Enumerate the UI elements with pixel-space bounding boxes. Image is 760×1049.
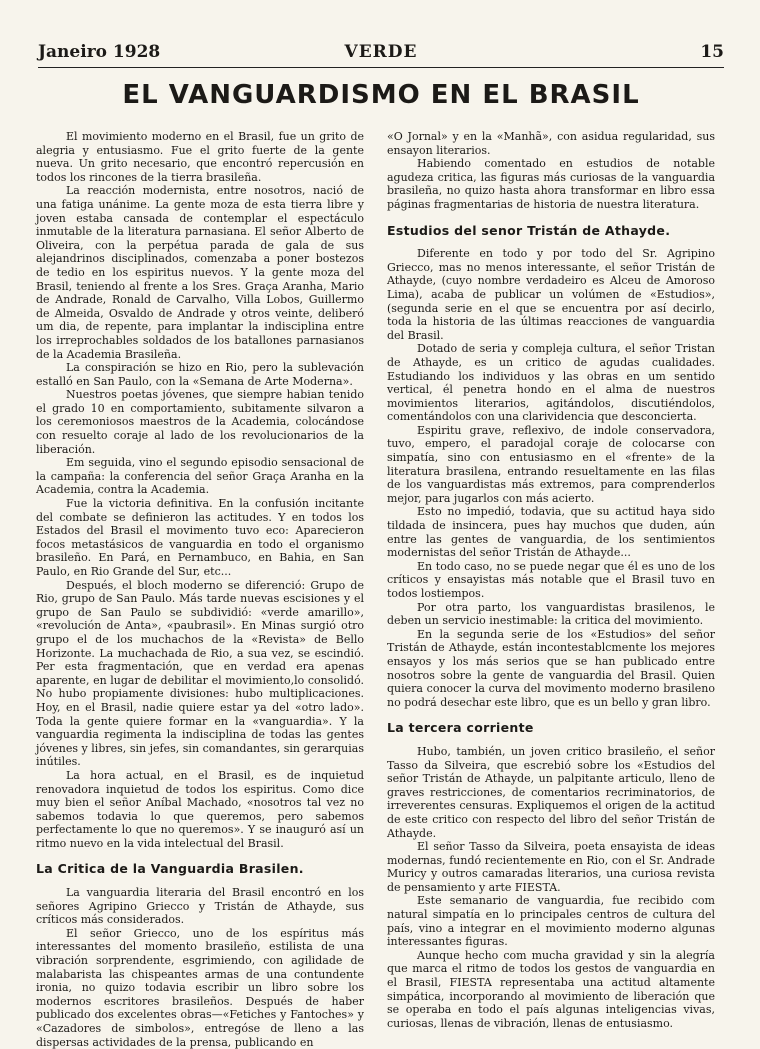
paragraph: El señor Tasso da Silveira, poeta ensayista de ideas modernas, fundó recientemente en Rio, con el Sr. Andrade Muricy y outros camaradas literarios, una curiosa revista de pensamiento y arte FIESTA. xyxy=(387,840,715,894)
paragraph: Em seguida, vino el segundo episodio sensacional de la campaña: la conferencia del señor Graça Aranha en la Academia, contra la Academia. xyxy=(36,456,364,497)
paragraph: Este semanario de vanguardia, fue recibido com natural simpatía en lo principales centros de cultura del país, vino a integrar en el movimiento moderno algunas interessantes figuras. xyxy=(387,894,715,949)
paragraph: La reacción modernista, entre nosotros, nació de una fatiga unánime. La gente moza de esta tierra libre y joven estaba cansada de contemplar el espectáculo inmutable de la literatura parnasiana. El señor Alberto de Oliveira, con la perpétua parada de gala de sus alejandrinos disciplinados, comenzaba a poner bostezos de tedio en los espiritus nuevos. Y la gente moza del Brasil, teniendo al frente a los Sres. Graça Aranha, Mario de Andrade, Ronald de Carvalho, Villa Lobos, Guillermo de Almeida, Osvaldo de Andrade y otros veinte, deliberó um dia, de repente, para implantar la indisciplina entre los irreprochables soldados de los batallones parnasianos de la Academia Brasileña. xyxy=(36,184,364,361)
right-column xyxy=(387,130,715,1030)
left-column xyxy=(36,130,364,1049)
paragraph: Hubo, también, un joven critico brasileño, el señor Tasso da Silveira, que escrebió sobre los «Estudios del señor Tristán de Athayde, un palpitante articulo, lleno de graves restricciones, de comentarios recriminatorios, de irreverentes censuras. Expliquemos el origen de la actitud de este critico con respecto del libro del señor Tristán de Athayde. xyxy=(387,744,715,840)
paragraph: En todo caso, no se puede negar que él es uno de los críticos y ensayistas más notable que el Brasil tuvo en todos lostiempos. xyxy=(387,559,715,600)
page-number: 15 xyxy=(700,42,724,62)
issue-date: Janeiro 1928 xyxy=(38,42,161,62)
paragraph: El señor Griecco, uno de los espíritus más interessantes del momento brasileño, estilista de una vibración sorprendente, esgrimiendo, con agilidade de malabarista las chispeantes armas de una contundente ironia, no quizo todavia escribir un libro sobre los modernos escritores brasileños. Después de haber publicado dos excelentes obras—«Fetiches y Fantoches» y «Cazadores de simbolos», entregóse de lleno a las dispersas actividades de la prensa, publicando en xyxy=(36,926,364,1049)
paragraph: El movimiento moderno en el Brasil, fue un grito de alegria y entusiasmo. Fue el grito fuerte de la gente nueva. Un grito necesario, que encontró repercusión en todos los rincones de la tierra brasileña. xyxy=(36,130,364,184)
article-title: EL VANGUARDISMO EN EL BRASIL xyxy=(122,80,640,110)
paragraph: Habiendo comentado en estudios de notable agudeza critica, las figuras más curiosas de la vanguardia brasileña, no quizo hasta ahora transformar en libro essa páginas fragmentarias de historia de nuestra literatura. xyxy=(387,157,715,211)
paragraph: Dotado de seria y compleja cultura, el señor Tristan de Athayde, es un critico de agudas cualidades. Estudiando los individuos y las obras en um sentido vertical, él penetra hondo en el alma de nuestros movimientos literarios, agitándolos, discutiéndolos, comentándolos con una clarividencia que desconcierta. xyxy=(387,342,715,424)
paragraph: En la segunda serie de los «Estudios» del señor Tristán de Athayde, están incontestablcmente los mejores ensayos y los más serios que se han publicado entre nosotros sobre la gente de vanguardia del Brasil. Quien quiera conocer la curva del movimento moderno brasileno no podrá desechar este libro, que es un bello y gran libro. xyxy=(387,627,715,709)
paragraph: Esto no impedió, todavia, que su actitud haya sido tildada de insincera, pues hay muchos que duden, aún entre las gentes de vanguardia, de los sentimientos modernistas del señor Tristán de Athayde... xyxy=(387,505,715,560)
paragraph: La hora actual, en el Brasil, es de inquietud renovadora inquietud de todos los espiritus. Como dice muy bien el señor Aníbal Machado, «nosotros tal vez no sabemos todavia lo que queremos, pero sabemos perfectamente lo que no queremos». Y se inauguró así un ritmo nuevo en la vida intelectual del Brasil. xyxy=(36,768,364,850)
paragraph: Nuestros poetas jóvenes, que siempre habian tenido el grado 10 en comportamiento, subitamente silvaron a los ceremoniosos maestros de la Academia, colocándose con resuelto coraje al lado de los revolucionarios de la liberación. xyxy=(36,388,364,456)
section-heading-tercera: La tercera corriente xyxy=(387,720,534,736)
section-heading-critica: La Critica de la Vanguardia Brasilen. xyxy=(36,861,304,877)
page-header xyxy=(38,42,724,66)
paragraph: Después, el bloch moderno se diferenció: Grupo de Rio, grupo de San Paulo. Más tarde nuevas escisiones y el grupo de San Paulo se subdividió: «verde amarillo», «revolución de Anta», «paubrasil». En Minas surgió otro grupo el de los muchachos de la «Revista» de Bello Horizonte. La muchachada de Rio, a sua vez, se escindió. Per esta fragmentación, que en verdad era apenas aparente, en lugar de debilitar el movimiento,lo consolidó. No hubo propiamente divisiones: hubo multiplicaciones. Hoy, en el Brasil, nadie quiere estar ya del «otro lado». Toda la gente quiere formar en la «vanguardia». Y la vanguardia regimenta la indisciplina de todas las gentes jóvenes y libres, sin jefes, sin comandantes, sin gerarquias inútiles. xyxy=(36,578,364,769)
header-rule xyxy=(38,67,724,68)
paragraph: Aunque hecho com mucha gravidad y sin la alegría que marca el ritmo de todos los gestos de vanguardia en el Brasil, FIESTA representaba una actitud altamente simpática, incorporando al movimiento de liberación que se operaba en todo el país algunas inteligencias vivas, curiosas, llenas de vibración, llenas de entusiasmo. xyxy=(387,948,715,1030)
paragraph: «O Jornal» y en la «Manhã», con asidua regularidad, sus ensayon literarios. xyxy=(387,130,715,157)
magazine-name: VERDE xyxy=(344,42,418,62)
paragraph: Fue la victoria definitiva. En la confusión incitante del combate se definieron las actitudes. Y en todos los Estados del Brasil el movimento tuvo eco: Aparecieron focos metastásicos de vanguardia en todo el organismo brasileño. En Pará, en Pernambuco, en Bahia, en San Paulo, en Rio Grande del Sur, etc... xyxy=(36,497,364,578)
paragraph: Espiritu grave, reflexivo, de indole conservadora, tuvo, empero, el paradojal coraje de colocarse con simpatía, sino con entusiasmo en el «frente» de la literatura brasilena, entrando resueltamente en las filas de los vanguardistas más extremos, para comprenderlos mejor, para jugarlos con más acierto. xyxy=(387,423,715,505)
section-heading-estudios: Estudios del senor Tristán de Athayde. xyxy=(387,222,671,238)
paragraph: Por otra parto, los vanguardistas brasilenos, le deben un servicio inestimable: la critica del movimiento. xyxy=(387,600,715,628)
paragraph: La vanguardia literaria del Brasil encontró en los señores Agripino Griecco y Tristán de Athayde, sus críticos más considerados. xyxy=(36,886,364,927)
paragraph: Diferente en todo y por todo del Sr. Agripino Griecco, mas no menos interessante, el señor Tristán de Athayde, (cuyo nombre verdadeiro es Alceu de Amoroso Lima), acaba de publicar un volúmen de «Estudios», (segunda serie en el que se encuentra por así decirlo, toda la historia de las últimas reacciones de vanguardia del Brasil. xyxy=(387,247,715,342)
paragraph: La conspiración se hizo en Rio, pero la sublevación estalló en San Paulo, con la «Semana de Arte Moderna». xyxy=(36,361,364,388)
